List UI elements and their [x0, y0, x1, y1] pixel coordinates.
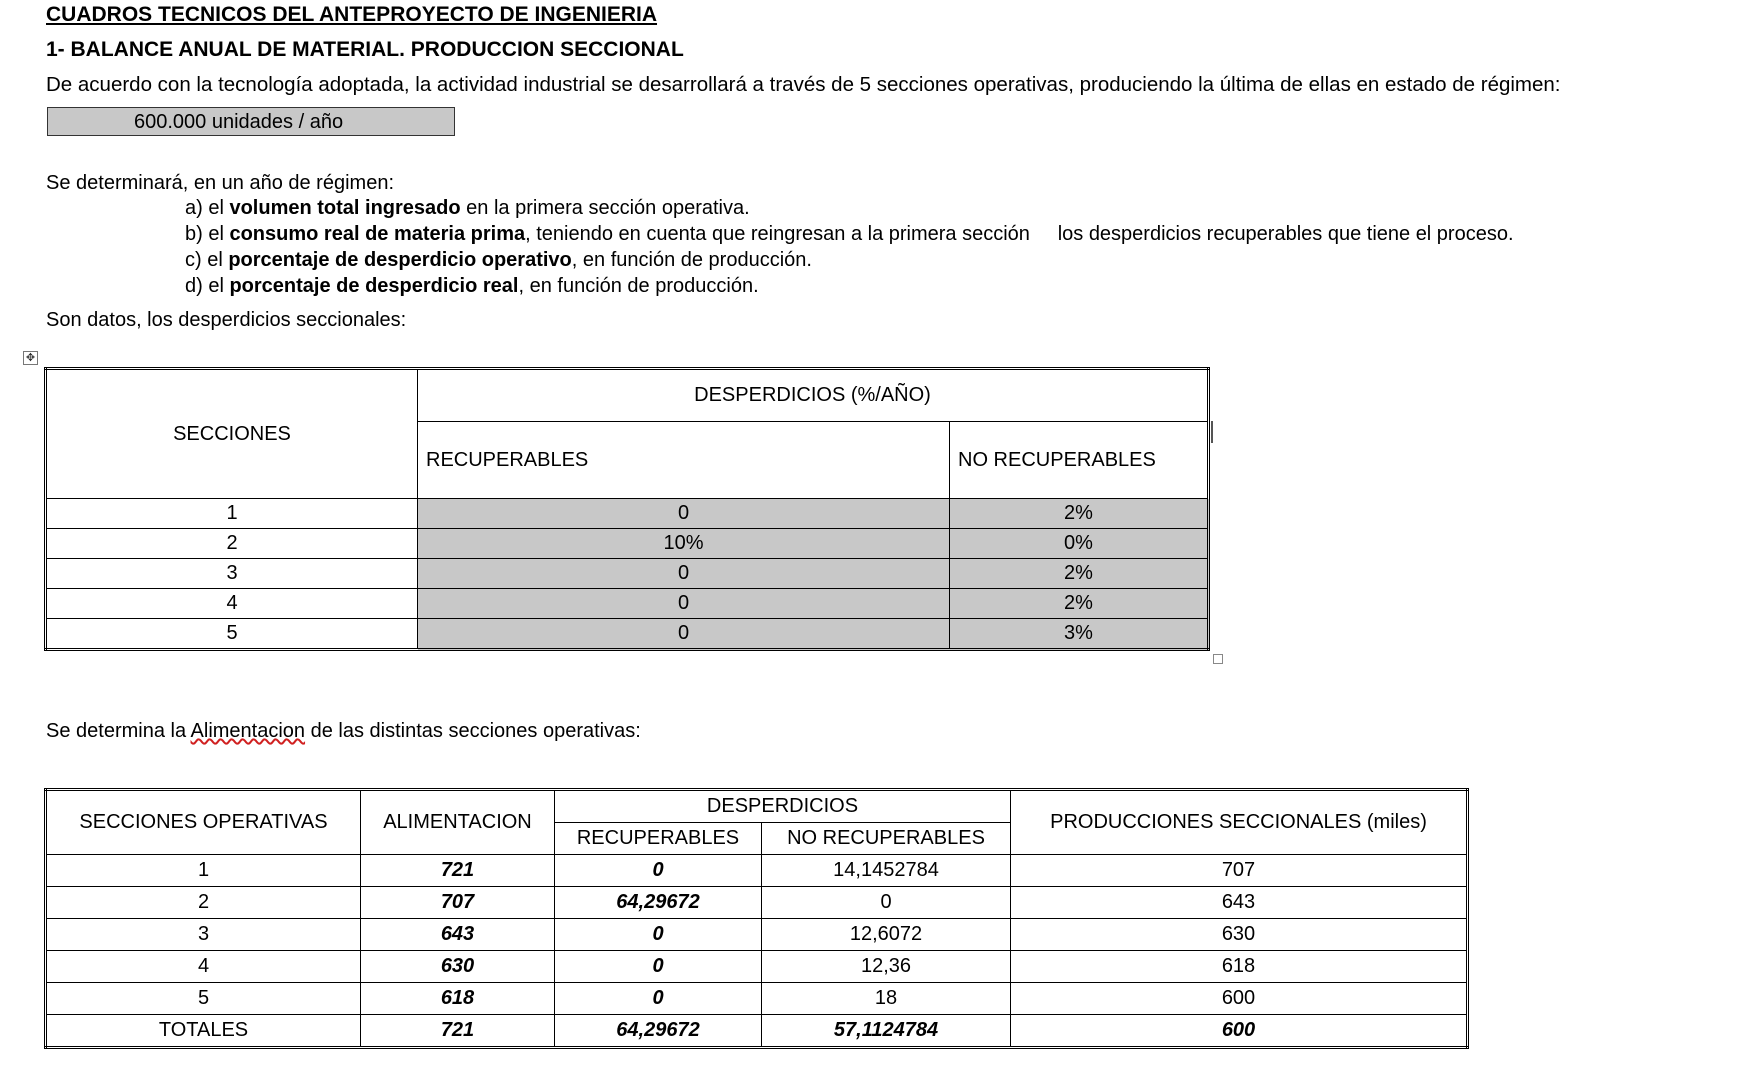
list-item-suffix: , teniendo en cuenta que reingresan a la primera sección los desperdicios recuperables que tiene el proceso. [525, 223, 1514, 245]
list-item-bold: porcentaje de desperdicio operativo [228, 249, 572, 271]
feed-intro [46, 720, 641, 743]
list-item-prefix: b) el [185, 223, 230, 245]
table-row [46, 983, 1468, 1015]
cell-recoverable: 0 [418, 589, 950, 619]
table-header-feed: ALIMENTACION [361, 790, 555, 855]
list-item-bold: volumen total ingresado [229, 197, 461, 219]
cell-feed: 618 [361, 983, 555, 1015]
cell-feed: 721 [361, 855, 555, 887]
cell-section: 5 [46, 983, 361, 1015]
table-row [46, 887, 1468, 919]
cell-nonrecoverable: 2% [950, 589, 1209, 619]
list-item-prefix: c) el [185, 249, 229, 271]
list-item-suffix: , en función de producción. [518, 275, 759, 297]
cell-total-nonrecoverable: 57,1124784 [762, 1015, 1011, 1048]
cell-recoverable: 10% [418, 529, 950, 559]
table-header-recoverable: RECUPERABLES [418, 422, 950, 499]
feed-table [44, 788, 1469, 1049]
data-intro: Son datos, los desperdicios seccionales: [46, 309, 407, 331]
cell-section: 4 [46, 951, 361, 983]
cell-recoverable: 0 [555, 951, 762, 983]
cell-recoverable: 64,29672 [555, 887, 762, 919]
cell-nonrecoverable: 18 [762, 983, 1011, 1015]
list-item-suffix: en la primera sección operativa. [460, 197, 750, 219]
cell-nonrecoverable: 0% [950, 529, 1209, 559]
table-resize-handle-icon[interactable] [1213, 654, 1223, 664]
cell-section: 3 [46, 919, 361, 951]
table-header-sections: SECCIONES [46, 369, 418, 499]
section-title: 1- BALANCE ANUAL DE MATERIAL. PRODUCCION SECCIONAL [46, 38, 684, 61]
table-row [46, 499, 1209, 529]
cell-feed: 630 [361, 951, 555, 983]
table-row [46, 951, 1468, 983]
text-cursor [1211, 421, 1213, 443]
cell-production: 600 [1011, 983, 1468, 1015]
list-item-suffix: , en función de producción. [571, 249, 812, 271]
table-header-waste: DESPERDICIOS [555, 790, 1011, 823]
cell-feed: 643 [361, 919, 555, 951]
cell-nonrecoverable: 2% [950, 499, 1209, 529]
cell-total-recoverable: 64,29672 [555, 1015, 762, 1048]
table-row [46, 919, 1468, 951]
cell-section: 5 [46, 619, 418, 650]
misspelled-word[interactable]: Alimentacion [190, 720, 306, 742]
table-header-production: PRODUCCIONES SECCIONALES (miles) [1011, 790, 1468, 855]
cell-section: 1 [46, 499, 418, 529]
list-item-bold: porcentaje de desperdicio real [229, 275, 519, 297]
list-item-prefix: d) el [185, 275, 230, 297]
table-header-nonrecoverable: NO RECUPERABLES [762, 823, 1011, 855]
intro-paragraph: De acuerdo con la tecnología adoptada, la actividad industrial se desarrollará a través de 5 secciones operativas, produciendo la última de ellas en estado de régimen: [46, 73, 1561, 96]
feed-intro-before: Se determina la [46, 720, 191, 742]
list-item-c [185, 249, 812, 272]
list-item-b [185, 223, 1514, 246]
cell-nonrecoverable: 12,36 [762, 951, 1011, 983]
table-row [46, 559, 1209, 589]
table-header-sections: SECCIONES OPERATIVAS [46, 790, 361, 855]
cell-recoverable: 0 [555, 919, 762, 951]
cell-recoverable: 0 [555, 983, 762, 1015]
cell-recoverable: 0 [418, 499, 950, 529]
table-row [46, 529, 1209, 559]
cell-nonrecoverable: 2% [950, 559, 1209, 589]
document-title: CUADROS TECNICOS DEL ANTEPROYECTO DE INGENIERIA [46, 3, 658, 26]
cell-production: 630 [1011, 919, 1468, 951]
cell-section: 4 [46, 589, 418, 619]
waste-table [44, 367, 1210, 651]
list-item-prefix: a) el [185, 197, 230, 219]
cell-production: 643 [1011, 887, 1468, 919]
table-header-nonrecoverable: NO RECUPERABLES [950, 422, 1209, 499]
cell-nonrecoverable: 3% [950, 619, 1209, 650]
cell-section: 1 [46, 855, 361, 887]
cell-section: 3 [46, 559, 418, 589]
production-value-box: 600.000 unidades / año [47, 107, 455, 136]
cell-feed: 707 [361, 887, 555, 919]
table-row [46, 855, 1468, 887]
feed-intro-after: de las distintas secciones operativas: [305, 720, 641, 742]
cell-total-feed: 721 [361, 1015, 555, 1048]
cell-nonrecoverable: 14,1452784 [762, 855, 1011, 887]
determine-intro: Se determinará, en un año de régimen: [46, 172, 394, 194]
cell-production: 618 [1011, 951, 1468, 983]
cell-total-production: 600 [1011, 1015, 1468, 1048]
table-header-recoverable: RECUPERABLES [555, 823, 762, 855]
cell-section: 2 [46, 529, 418, 559]
cell-recoverable: 0 [418, 619, 950, 650]
cell-recoverable: 0 [418, 559, 950, 589]
table-header-waste: DESPERDICIOS (%/AÑO) [418, 369, 1209, 422]
cell-totals-label: TOTALES [46, 1015, 361, 1048]
list-item-d [185, 275, 759, 298]
cell-section: 2 [46, 887, 361, 919]
list-item-bold: consumo real de materia prima [229, 223, 526, 245]
table-row [46, 619, 1209, 650]
cell-nonrecoverable: 12,6072 [762, 919, 1011, 951]
list-item-a [185, 197, 750, 220]
totals-row [46, 1015, 1468, 1048]
table-row [46, 589, 1209, 619]
table-move-handle-icon[interactable]: ✥ [23, 351, 38, 365]
cell-recoverable: 0 [555, 855, 762, 887]
cell-nonrecoverable: 0 [762, 887, 1011, 919]
cell-production: 707 [1011, 855, 1468, 887]
